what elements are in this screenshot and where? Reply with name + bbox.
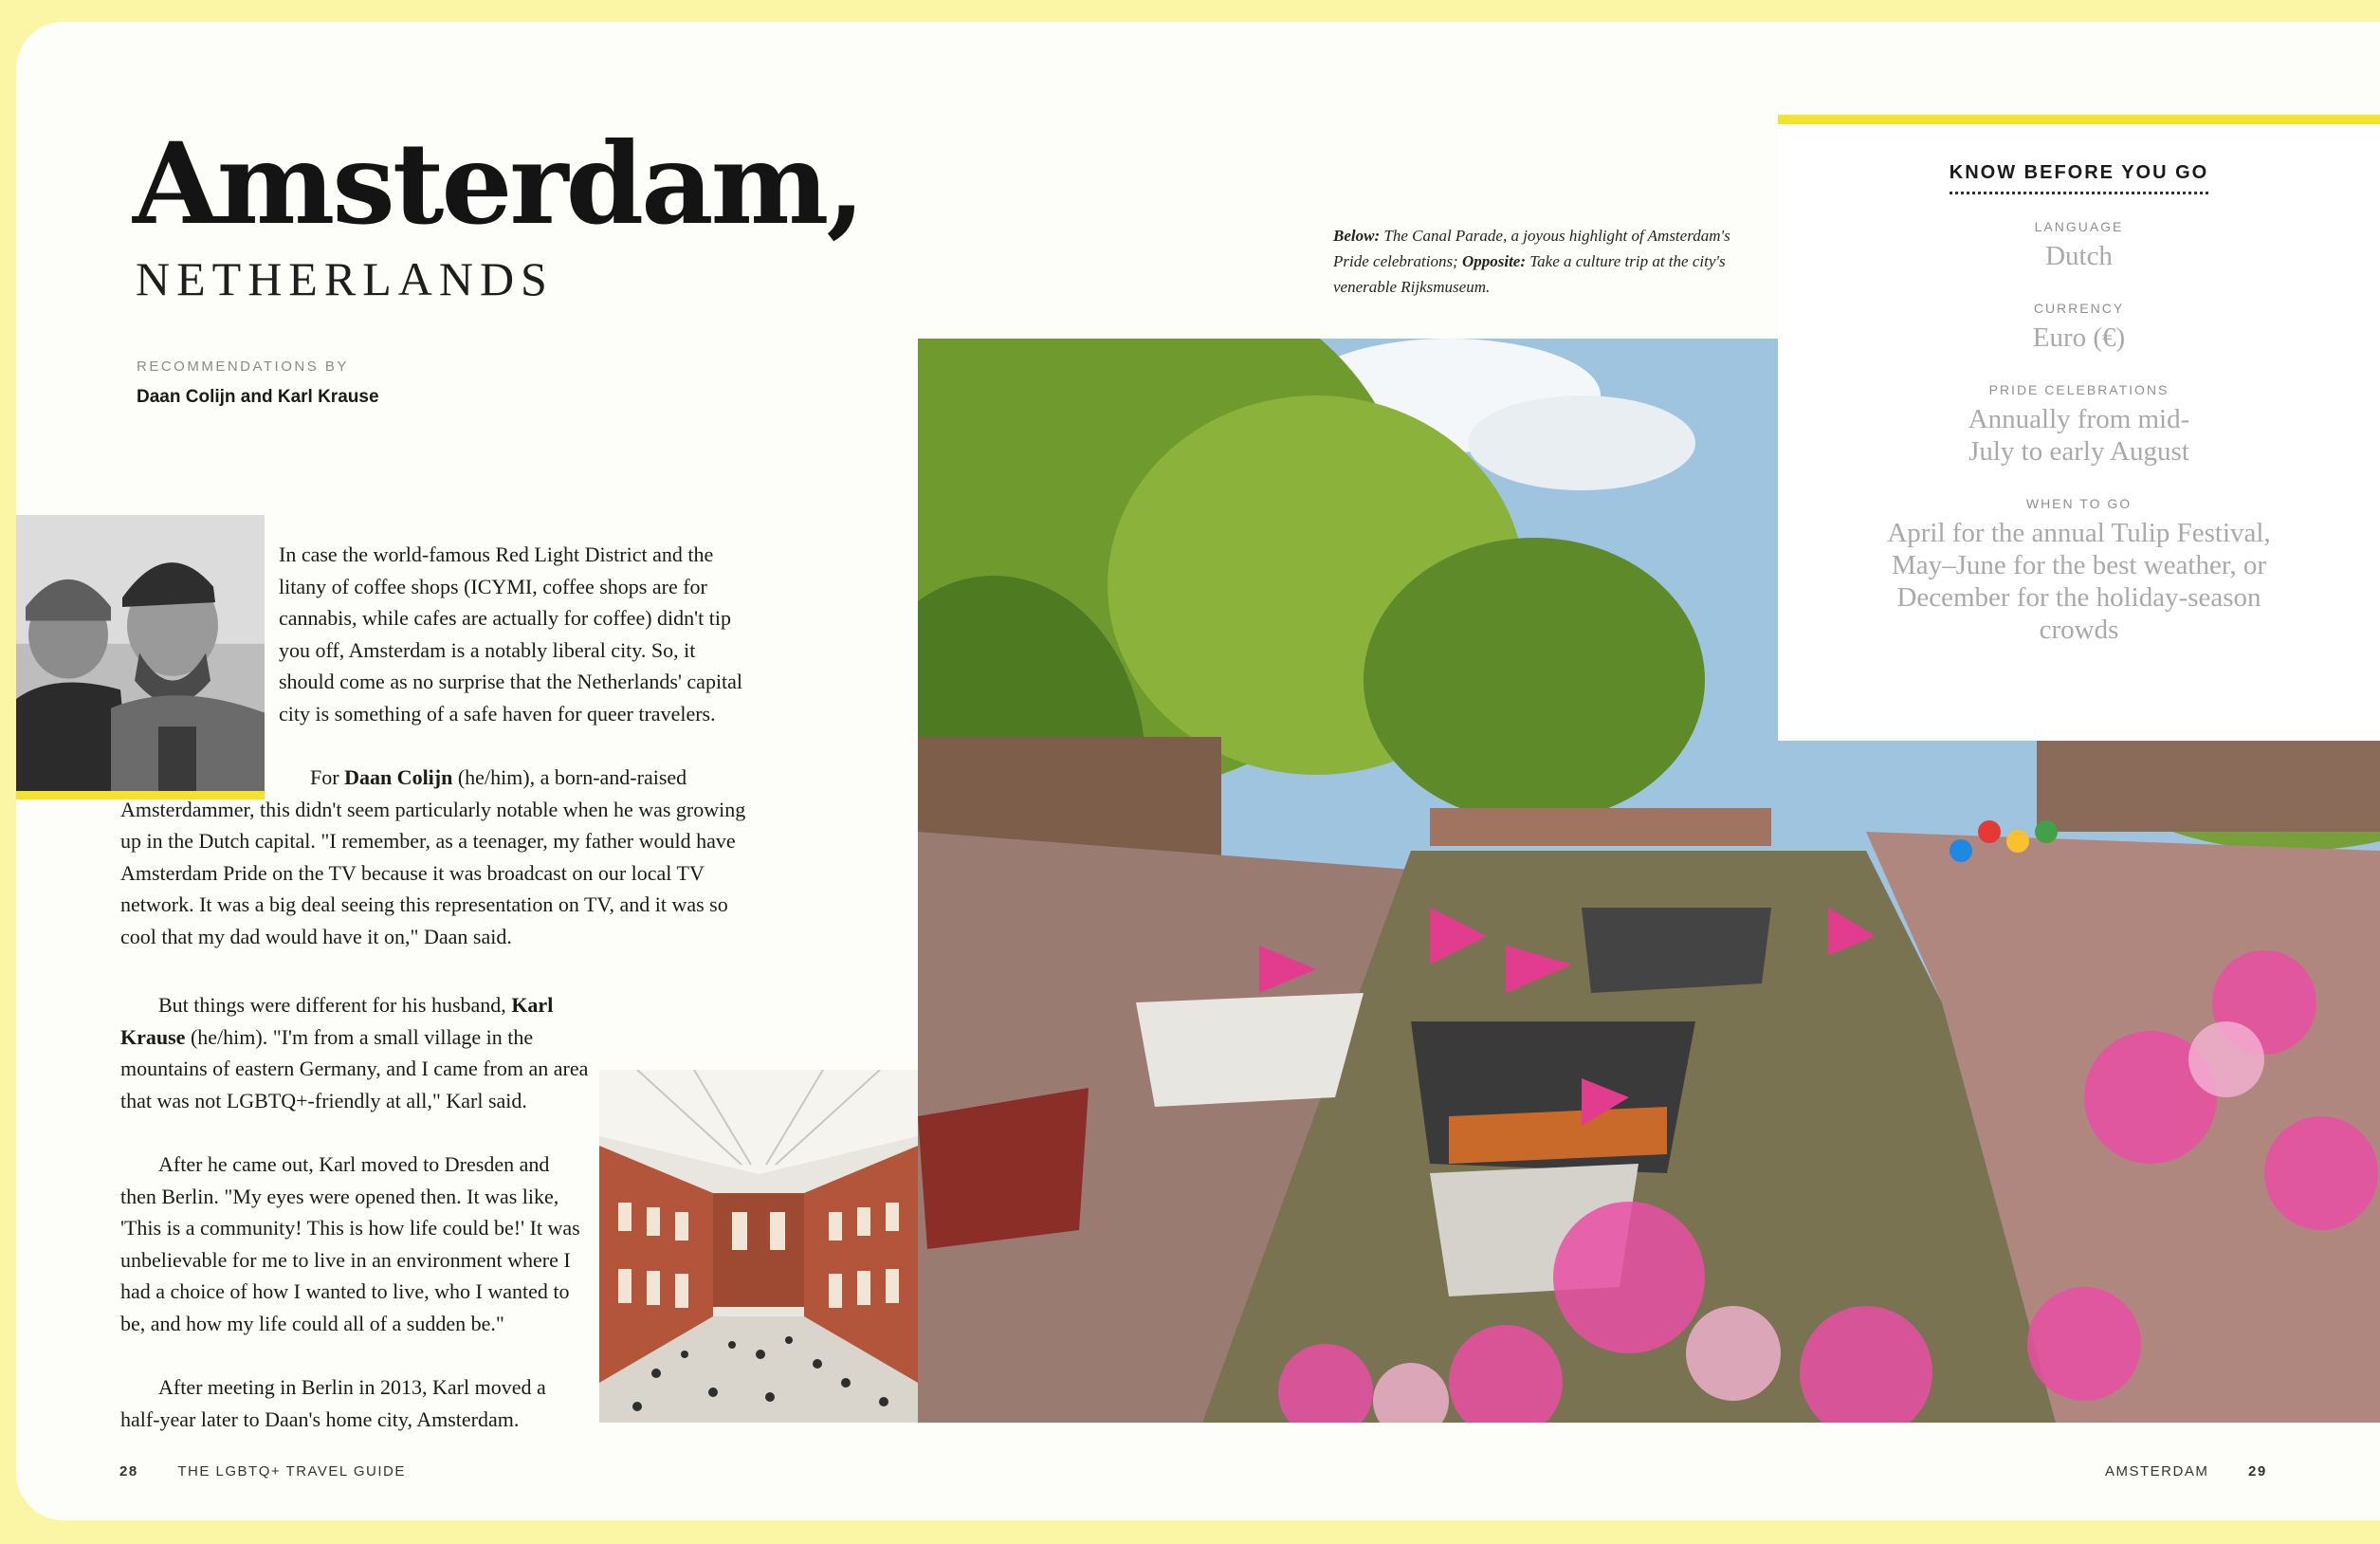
page-subtitle: NETHERLANDS (136, 252, 554, 305)
left-page-number: 28 (119, 1463, 138, 1480)
right-running-title: AMSTERDAM (2105, 1463, 2209, 1480)
magazine-spread (16, 22, 2380, 1520)
left-running-title: THE LGBTQ+ TRAVEL GUIDE (177, 1463, 406, 1480)
photo-caption: Below: The Canal Parade, a joyous highlight of Amsterdam's Pride celebrations; Opposite: Take a culture trip at the city's venerable Rijksmuseum. (1333, 227, 1730, 296)
language-label: LANGUAGE (2034, 219, 2124, 234)
language-value: Dutch (2045, 241, 2113, 271)
right-page-number: 29 (2248, 1463, 2267, 1480)
pride-celebrations-value: Annually from mid-July to early August (1968, 404, 2190, 467)
article-paragraph-1: In case the world-famous Red Light District and the litany of coffee shops (ICYMI, coffee shops are for cannabis, while cafes are actually for coffee) didn't tip you off, Amsterdam is a notably liberal city. So, it should come as no surprise that the Netherlands' capital city is something of a safe haven for queer travelers. (279, 542, 743, 726)
know-before-title: KNOW BEFORE YOU GO (1950, 162, 2208, 194)
right-folio (2105, 1463, 2267, 1480)
article-paragraph-2: For Daan Colijn (he/him), a born-and-raised Amsterdammer, this didn't seem particularly notable when he was growing up in the Dutch capital. "I remember, as a teenager, my father would have Amsterdam Pride on the TV because it was broadcast on our local TV network. It was a big deal seeing this representation on TV, and it was so cool that my dad would have it on," Daan said. (120, 765, 746, 948)
when-to-go-value: April for the annual Tulip Festival, May–June for the best weather, or December for the holiday-season crowds (1887, 518, 2271, 645)
recommendations-label: RECOMMENDATIONS BY (137, 358, 349, 375)
currency-value: Euro (€) (2032, 322, 2126, 353)
name-karl: Karl Krause (120, 993, 554, 1049)
pride-celebrations-label: PRIDE CELEBRATIONS (1988, 382, 2169, 397)
when-to-go-label: WHEN TO GO (2025, 496, 2133, 511)
author-portrait-photo (16, 515, 265, 800)
article-paragraph-5: After meeting in Berlin in 2013, Karl moved a half-year later to Daan's home city, Amsterdam. (120, 1375, 546, 1431)
article-paragraph-3: But things were different for his husband, Karl Krause (he/him). "I'm from a small village in the mountains of eastern Germany, and I came from an area that was not LGBTQ+-friendly at all," Karl said. (120, 993, 589, 1112)
name-daan: Daan Colijn (344, 765, 453, 789)
currency-label: CURRENCY (2033, 301, 2125, 316)
page-title: Amsterdam, (133, 118, 863, 249)
know-before-you-go-box (1778, 115, 2380, 741)
article-paragraph-4: After he came out, Karl moved to Dresden and then Berlin. "My eyes were opened then. It was like, 'This is a community! This is how life could be!' It was unbelievable for me to live in an environment where I had a choice of how I wanted to live, who I wanted to be, and how my life could all of a sudden be." (120, 1152, 580, 1335)
rijksmuseum-photo (599, 1070, 918, 1423)
recommendations-names: Daan Colijn and Karl Krause (137, 387, 379, 407)
left-folio (119, 1463, 406, 1480)
